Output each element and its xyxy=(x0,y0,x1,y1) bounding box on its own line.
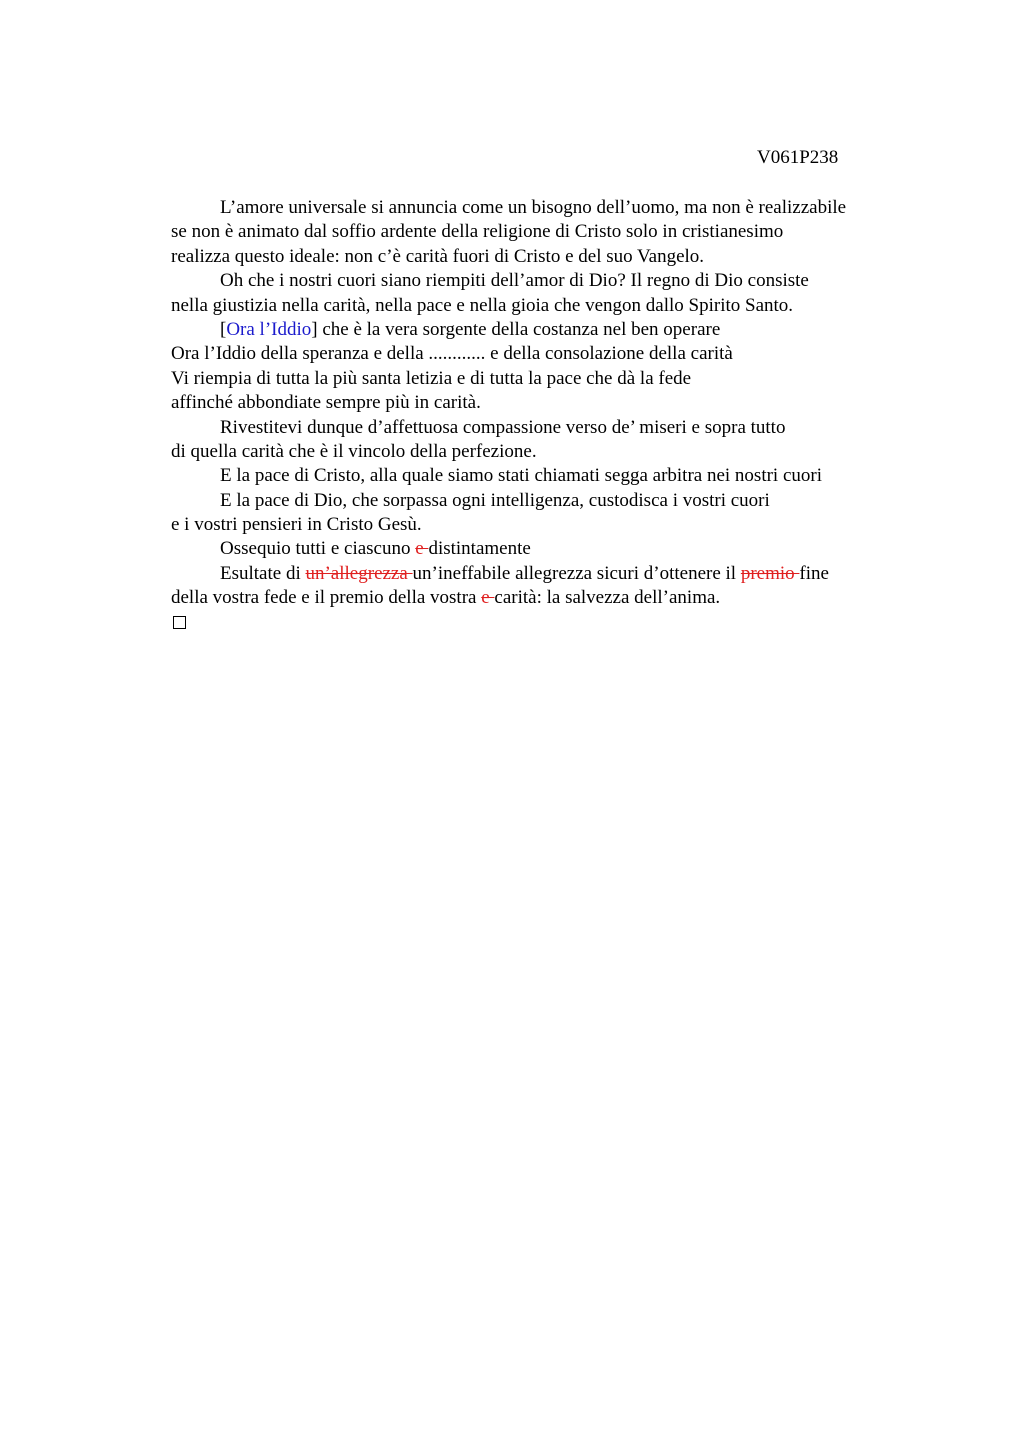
deleted-text: premio xyxy=(740,562,800,584)
text-segment: Esultate di xyxy=(220,562,306,584)
deleted-text: e xyxy=(481,587,495,609)
deleted-text: un’allegrezza xyxy=(305,562,413,584)
text-segment: fine xyxy=(799,562,829,584)
text-segment: carità: la salvezza dell’anima. xyxy=(494,587,721,609)
deleted-text: e xyxy=(415,538,429,560)
text-line: se non è animato dal soffio ardente della religione di Cristo solo in cristianesimo xyxy=(171,221,784,243)
text-line xyxy=(171,562,931,586)
text-line xyxy=(171,586,931,610)
text-line: e i vostri pensieri in Cristo Gesù. xyxy=(171,514,422,536)
text-segment: Ossequio tutti e ciascuno xyxy=(220,538,416,560)
text-line: E la pace di Dio, che sorpassa ogni intelligenza, custodisca i vostri cuori xyxy=(220,489,770,511)
text-segment: ] che è la vera sorgente della costanza nel ben operare xyxy=(311,318,721,340)
text-segment: distintamente xyxy=(428,538,531,560)
text-line: Vi riempia di tutta la più santa letizia e di tutta la pace che dà la fede xyxy=(171,367,692,389)
bracket-open: [ xyxy=(220,318,227,340)
text-segment: un’ineffabile allegrezza sicuri d’ottenere il xyxy=(412,562,741,584)
document-body xyxy=(171,196,931,629)
inserted-text: Ora l’Iddio xyxy=(226,318,312,340)
text-line: Ora l’Iddio della speranza e della ............ e della consolazione della carità xyxy=(171,343,733,365)
text-line xyxy=(171,537,931,561)
checkbox-icon xyxy=(173,616,186,629)
text-line: Rivestitevi dunque d’affettuosa compassione verso de’ miseri e sopra tutto xyxy=(220,416,786,438)
text-line: Oh che i nostri cuori siano riempiti dell’amor di Dio? Il regno di Dio consiste xyxy=(220,270,809,292)
text-line: nella giustizia nella carità, nella pace e nella gioia che vengon dallo Spirito Santo. xyxy=(171,294,794,316)
text-line: E la pace di Cristo, alla quale siamo stati chiamati segga arbitra nei nostri cuori xyxy=(220,465,822,487)
page-identifier: V061P238 xyxy=(757,147,839,168)
text-line xyxy=(171,318,931,342)
text-line: affinché abbondiate sempre più in carità. xyxy=(171,392,481,414)
text-line: realizza questo ideale: non c’è carità fuori di Cristo e del suo Vangelo. xyxy=(171,245,705,267)
text-line: L’amore universale si annuncia come un bisogno dell’uomo, ma non è realizzabile xyxy=(220,197,847,218)
text-segment: della vostra fede e il premio della vostra xyxy=(171,587,482,609)
text-line: di quella carità che è il vincolo della perfezione. xyxy=(171,440,537,462)
